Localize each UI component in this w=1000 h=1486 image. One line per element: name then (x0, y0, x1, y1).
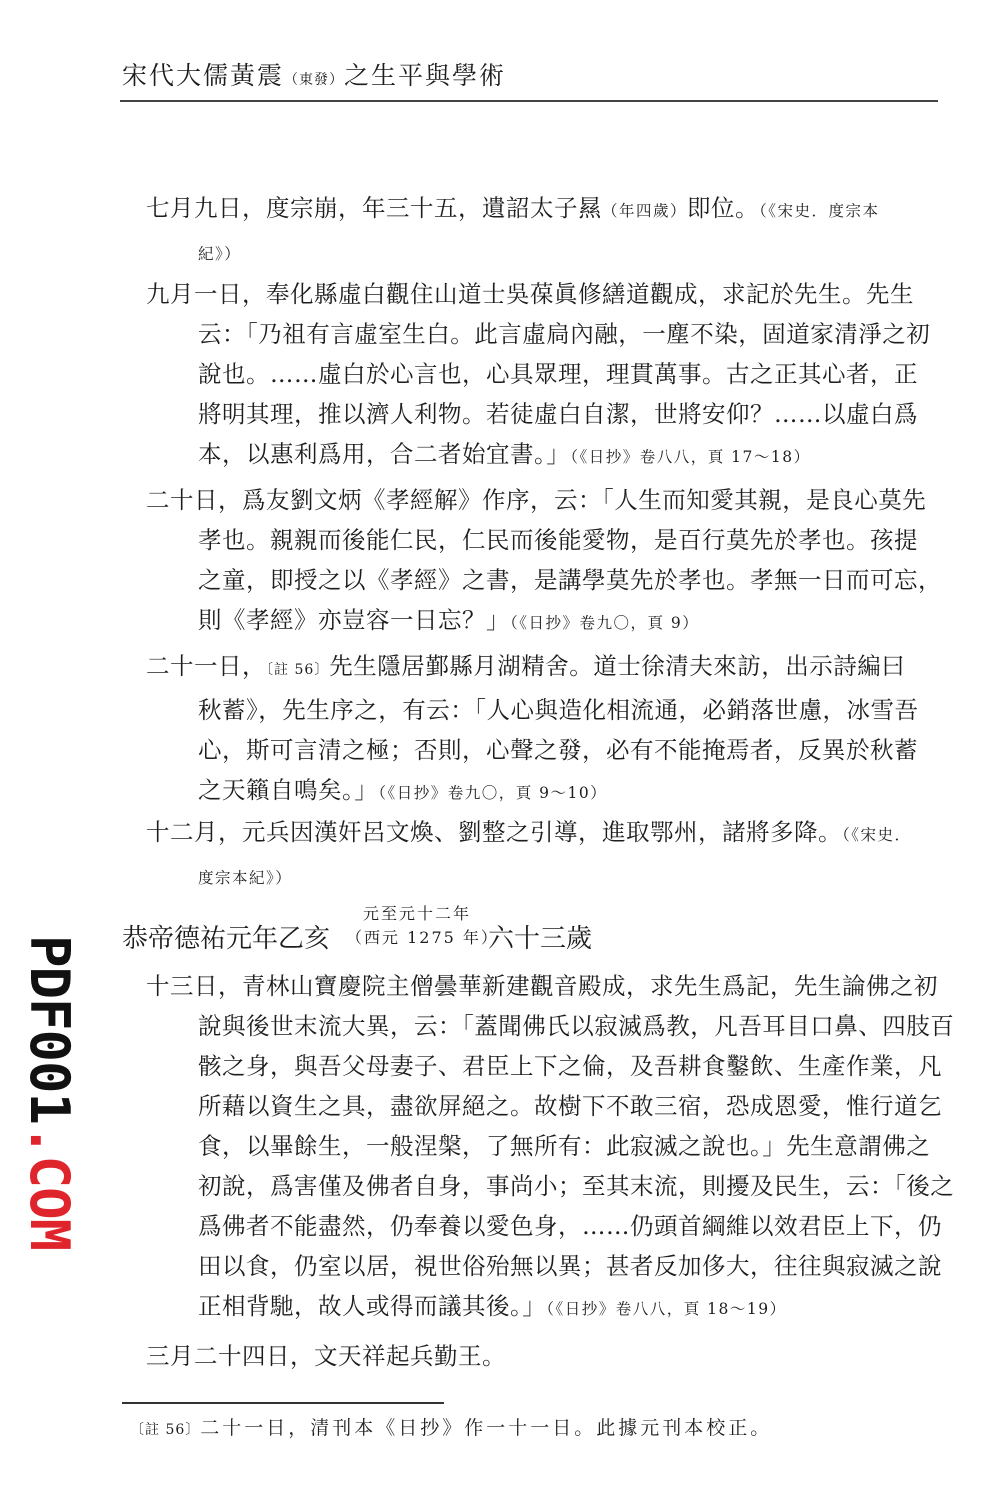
entry-line: 所藉以資生之具，盡欲屏絕之。故樹下不敢三宿，恐成恩愛，惟行道乞 (198, 1092, 942, 1120)
watermark-logo: PDF001.COM (18, 935, 81, 1251)
footnote-tag: 〔註 56〕 (130, 1422, 201, 1438)
footnote-text: 二十一日，清刊本《日抄》作一十一日。此據元刊本校正。 (200, 1417, 773, 1439)
entry-line: 初說，爲害僅及佛者自身，事尚小；至其末流，則擾及民生，云：「後之 (198, 1172, 955, 1200)
entry-line: 本，以惠利爲用，合二者始宜書。」（《日抄》卷八八，頁 17～18） (198, 440, 811, 468)
header-title-after: 之生平與學術 (344, 61, 507, 90)
footnote-rule (122, 1402, 444, 1404)
year-heading-main: 恭帝德祐元年乙亥 (122, 924, 331, 954)
entry-line: 孝也。親親而後能仁民，仁民而後能愛物，是百行莫先於孝也。孩提 (198, 526, 918, 554)
entry-line: 田以食，仍室以居，視世俗殆無以異；甚者反加侈大，往往與寂滅之說 (198, 1252, 942, 1280)
year-heading-upper: 元至元十二年 (362, 904, 471, 923)
entry-line: 則《孝經》亦豈容一日忘？」（《日抄》卷九〇，頁 9） (198, 606, 700, 634)
entry-line: 正相背馳，故人或得而議其後。」（《日抄》卷八八，頁 18～19） (198, 1292, 787, 1320)
entry-line: 九月一日，奉化縣虛白觀住山道士吳葆眞修繕道觀成，求記於先生。先生 (146, 280, 914, 308)
footnote (130, 1413, 772, 1445)
entry-line: 骸之身，與吾父母妻子、君臣上下之倫，及吾耕食鑿飲、生產作業，凡 (198, 1052, 942, 1080)
entry-line: 食，以畢餘生，一般涅槃，了無所有：此寂滅之說也。」先生意謂佛之 (198, 1132, 931, 1160)
entry-september-first (146, 274, 946, 477)
entry-line: 七月九日，度宗崩，年三十五，遺詔太子㬎（年四歲）即位。（《宋史．度宗本 (146, 194, 880, 222)
entry-line: 說與後世末流大異，云：「蓋聞佛氏以寂滅爲教，凡吾耳目口鼻、四肢百 (198, 1012, 955, 1040)
entry-line: 將明其理，推以濟人利物。若徒虛白自潔，世將安仰？……以虛白爲 (198, 400, 918, 428)
entry-line: 秋蓄》，先生序之，有云：「人心與造化相流通，必銷落世慮，冰雪吾 (198, 696, 919, 724)
running-header (122, 56, 940, 100)
entry-line: 之天籟自鳴矣。」（《日抄》卷九〇，頁 9～10） (198, 776, 608, 804)
entry-march-twenty-fourth (146, 1336, 946, 1376)
entry-line: 說也。……虛白於心言也，心具眾理，理貫萬事。古之正其心者，正 (198, 360, 918, 388)
entry-line: 二十一日，〔註 56〕先生隱居鄞縣月湖精舍。道士徐清夫來訪，出示詩編曰 (146, 652, 906, 680)
entry-line: 十二月，元兵因漢奸呂文煥、劉整之引導，進取鄂州，諸將多降。（《宋史． (146, 818, 912, 846)
entry-line: 三月二十四日，文天祥起兵勤王。 (146, 1342, 506, 1370)
header-title-small: （東發） (284, 72, 345, 88)
header-rule (120, 100, 938, 102)
year-heading-stack (346, 902, 499, 950)
entry-line: 紀》） (198, 245, 242, 263)
entry-line: 之童，即授之以《孝經》之書，是講學莫先於孝也。孝無一日而可忘， (198, 566, 942, 594)
entry-twentieth (146, 480, 946, 643)
entry-twenty-first (146, 646, 946, 813)
entry-line: 二十日，爲友劉文炳《孝經解》作序，云：「人生而知愛其親，是良心莫先 (146, 486, 927, 514)
year-heading-lower: （西元 1275 年） (346, 928, 499, 947)
footnote-reference: 〔註 56〕 (266, 662, 330, 678)
entry-july-ninth (146, 188, 946, 274)
entry-line: 云：「乃祖有言虛室生白。此言虛扃內融，一塵不染，固道家清淨之初 (198, 320, 931, 348)
entry-thirteenth (146, 966, 955, 1329)
entry-line: 十三日，青林山寶慶院主僧曇華新建觀音殿成，求先生爲記，先生論佛之初 (146, 972, 938, 1000)
header-title-before: 宋代大儒黃震 (122, 61, 285, 90)
year-heading-age: 六十三歲 (488, 924, 593, 954)
entry-line: 心，斯可言清之極；否則，心聲之發，必有不能掩焉者，反異於秋蓄 (198, 736, 918, 764)
entry-line: 度宗本紀》） (198, 869, 293, 887)
entry-december (146, 812, 946, 898)
entry-line: 爲佛者不能盡然，仍奉養以愛色身，……仍頭首綱維以效君臣上下，仍 (198, 1212, 942, 1240)
